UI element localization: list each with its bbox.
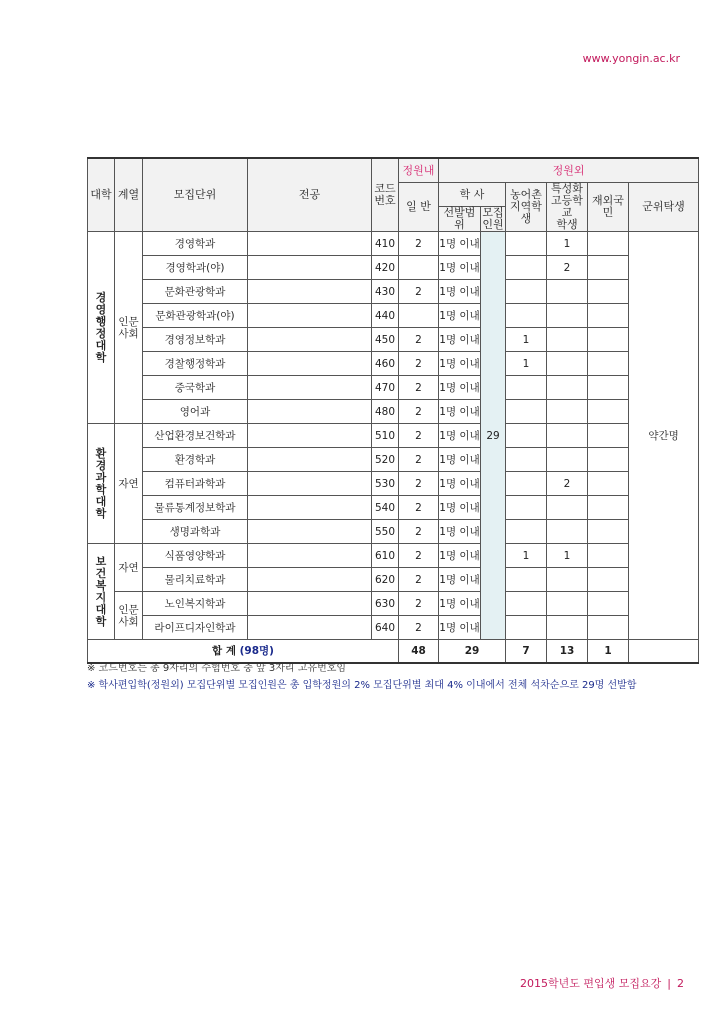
table-row [88,616,699,640]
general-cell: 2 [399,616,439,640]
range-cell: 1명 이내 [439,424,481,448]
division-label: 자연 [118,477,139,490]
college-char: 대 [95,494,107,508]
special-cell [547,568,588,592]
overseas-cell [588,304,629,328]
header-code-text: 코드 번호 [374,182,396,207]
rural-cell [506,568,547,592]
range-cell: 1명 이내 [439,400,481,424]
college-char: 지 [95,590,107,604]
header-college: 대학 [88,158,115,232]
page-number: 2 [677,977,684,990]
major-cell [248,328,372,352]
unit-cell: 라이프디자인학과 [143,616,248,640]
special-cell [547,376,588,400]
special-cell [547,592,588,616]
special-cell [547,616,588,640]
major-cell [248,544,372,568]
header-major: 전공 [248,158,372,232]
college-char: 환 [95,446,107,460]
code-cell: 610 [372,544,399,568]
college-cell [88,232,115,424]
header-division: 계열 [115,158,143,232]
general-cell: 2 [399,592,439,616]
code-cell: 630 [372,592,399,616]
overseas-cell [588,352,629,376]
range-cell: 1명 이내 [439,352,481,376]
unit-cell: 경영정보학과 [143,328,248,352]
header-military: 군위탁생 [629,183,699,232]
general-cell [399,256,439,280]
range-cell: 1명 이내 [439,448,481,472]
header-general: 일 반 [399,183,439,232]
footer [520,975,684,991]
range-cell: 1명 이내 [439,568,481,592]
header-code [372,158,399,232]
unit-cell: 영어과 [143,400,248,424]
unit-cell: 경찰행정학과 [143,352,248,376]
overseas-cell [588,544,629,568]
division-cell [115,424,143,544]
footer-separator: | [667,977,671,990]
general-cell: 2 [399,280,439,304]
general-cell: 2 [399,352,439,376]
college-char: 영 [95,302,107,316]
rural-cell [506,256,547,280]
major-cell [248,400,372,424]
table-row [88,448,699,472]
code-cell: 620 [372,568,399,592]
overseas-cell [588,280,629,304]
code-cell: 530 [372,472,399,496]
general-cell: 2 [399,472,439,496]
table-row [88,520,699,544]
major-cell [248,520,372,544]
rural-cell [506,304,547,328]
major-cell [248,352,372,376]
note-bachelor-transfer: ※ 학사편입학(정원외) 모집단위별 모집인원은 총 입학정원의 2% 모집단위별 최대 4% 이내에서 전체 석차순으로 29명 선발함 [87,680,637,691]
overseas-cell [588,256,629,280]
header-bachelor: 학 사 [439,183,506,207]
overseas-cell [588,568,629,592]
code-cell: 510 [372,424,399,448]
special-cell [547,352,588,376]
table-row [88,544,699,568]
major-cell [248,448,372,472]
table-row [88,592,699,616]
range-cell: 1명 이내 [439,472,481,496]
total-recruit: 29 [439,640,506,664]
rural-cell [506,400,547,424]
college-char: 대 [95,602,107,616]
range-cell: 1명 이내 [439,256,481,280]
rural-cell: 1 [506,328,547,352]
table-row [88,256,699,280]
college-char: 과 [95,470,107,484]
special-cell [547,328,588,352]
rural-cell [506,520,547,544]
general-cell: 2 [399,568,439,592]
special-cell [547,520,588,544]
overseas-cell [588,496,629,520]
military-cell: 약간명 [629,232,699,640]
college-cell [88,544,115,640]
code-cell: 640 [372,616,399,640]
major-cell [248,424,372,448]
general-cell [399,304,439,328]
code-cell: 420 [372,256,399,280]
unit-cell: 경영학과(야) [143,256,248,280]
table-body [88,232,699,664]
code-cell: 410 [372,232,399,256]
college-char: 학 [95,350,107,364]
division-label: 인문 사회 [118,315,139,340]
overseas-cell [588,592,629,616]
range-cell: 1명 이내 [439,328,481,352]
college-char: 건 [95,566,107,580]
rural-cell [506,376,547,400]
rural-cell: 1 [506,544,547,568]
header-outside-quota: 정원외 [439,158,699,183]
major-cell [248,280,372,304]
code-cell: 440 [372,304,399,328]
college-char: 경 [95,290,107,304]
unit-cell: 물리치료학과 [143,568,248,592]
division-cell [115,232,143,424]
code-cell: 430 [372,280,399,304]
range-cell: 1명 이내 [439,232,481,256]
division-cell [115,544,143,592]
table-row [88,496,699,520]
unit-cell: 생명과학과 [143,520,248,544]
special-cell [547,448,588,472]
range-cell: 1명 이내 [439,520,481,544]
total-label: 합 계 [212,645,236,657]
division-cell [115,592,143,640]
header-overseas: 재외국민 [588,183,629,232]
unit-cell: 식품영양학과 [143,544,248,568]
rural-cell [506,448,547,472]
division-label: 자연 [118,561,139,574]
header-recruit-count [481,207,506,232]
general-cell: 2 [399,376,439,400]
major-cell [248,256,372,280]
unit-cell: 문화관광학과(야) [143,304,248,328]
header-within-quota: 정원내 [399,158,439,183]
code-cell: 480 [372,400,399,424]
overseas-cell [588,424,629,448]
general-cell: 2 [399,400,439,424]
range-cell: 1명 이내 [439,376,481,400]
total-rural: 7 [506,640,547,664]
overseas-cell [588,616,629,640]
recruit-cell: 29 [481,232,506,640]
code-cell: 540 [372,496,399,520]
major-cell [248,472,372,496]
table-row [88,352,699,376]
major-cell [248,376,372,400]
general-cell: 2 [399,328,439,352]
header-special-hs [547,183,588,232]
code-cell: 460 [372,352,399,376]
division-label: 인문 사회 [118,603,139,628]
rural-cell [506,424,547,448]
overseas-cell [588,448,629,472]
college-char: 행 [95,314,107,328]
special-cell: 1 [547,232,588,256]
general-cell: 2 [399,424,439,448]
table-row [88,400,699,424]
header-special-hs-text: 특성화 고등학교 학생 [551,182,583,231]
overseas-cell [588,472,629,496]
range-cell: 1명 이내 [439,544,481,568]
unit-cell: 문화관광학과 [143,280,248,304]
table-row [88,376,699,400]
total-count: (98명) [239,645,274,657]
rural-cell [506,592,547,616]
college-char: 복 [95,578,107,592]
special-cell [547,424,588,448]
table-row [88,472,699,496]
special-cell: 2 [547,256,588,280]
unit-cell: 컴퓨터과학과 [143,472,248,496]
special-cell: 2 [547,472,588,496]
special-cell: 1 [547,544,588,568]
college-char: 정 [95,326,107,340]
code-cell: 520 [372,448,399,472]
total-military [629,640,699,664]
range-cell: 1명 이내 [439,304,481,328]
total-special: 13 [547,640,588,664]
unit-cell: 물류통계정보학과 [143,496,248,520]
range-cell: 1명 이내 [439,616,481,640]
notes [87,660,637,694]
college-char: 대 [95,338,107,352]
rural-cell [506,472,547,496]
college-char: 학 [95,482,107,496]
code-cell: 450 [372,328,399,352]
college-char: 경 [95,458,107,472]
major-cell [248,232,372,256]
major-cell [248,568,372,592]
note-code-number: ※ 코드번호는 총 9자리의 수험번호 중 앞 3자리 고유번호임 [87,663,347,674]
rural-cell: 1 [506,352,547,376]
table-row [88,280,699,304]
major-cell [248,304,372,328]
range-cell: 1명 이내 [439,592,481,616]
college-cell [88,424,115,544]
site-url[interactable]: www.yongin.ac.kr [582,52,680,65]
special-cell [547,400,588,424]
header-recruit-count-text: 모집 인원 [482,206,504,231]
total-overseas: 1 [588,640,629,664]
header-unit: 모집단위 [143,158,248,232]
major-cell [248,616,372,640]
special-cell [547,304,588,328]
major-cell [248,496,372,520]
unit-cell: 경영학과 [143,232,248,256]
rural-cell [506,616,547,640]
overseas-cell [588,376,629,400]
rural-cell [506,232,547,256]
overseas-cell [588,520,629,544]
college-char: 학 [95,614,107,628]
general-cell: 2 [399,448,439,472]
major-cell [248,592,372,616]
rural-cell [506,496,547,520]
college-char: 학 [95,506,107,520]
overseas-cell [588,328,629,352]
general-cell: 2 [399,544,439,568]
header-rural [506,183,547,232]
unit-cell: 노인복지학과 [143,592,248,616]
admission-table [87,157,699,664]
table-row [88,424,699,448]
code-cell: 470 [372,376,399,400]
general-cell: 2 [399,232,439,256]
special-cell [547,280,588,304]
general-cell: 2 [399,496,439,520]
general-cell: 2 [399,520,439,544]
table-row [88,568,699,592]
range-cell: 1명 이내 [439,496,481,520]
footer-title: 2015학년도 편입생 모집요강 [520,977,662,990]
unit-cell: 환경학과 [143,448,248,472]
total-general: 48 [399,640,439,664]
header-selection-range: 선발범위 [439,207,481,232]
overseas-cell [588,232,629,256]
table-row [88,232,699,256]
unit-cell: 중국학과 [143,376,248,400]
special-cell [547,496,588,520]
table-row [88,304,699,328]
unit-cell: 산업환경보건학과 [143,424,248,448]
overseas-cell [588,400,629,424]
code-cell: 550 [372,520,399,544]
range-cell: 1명 이내 [439,280,481,304]
college-char: 보 [95,554,107,568]
header-rural-text: 농어촌 지역학생 [510,188,542,225]
table-row [88,328,699,352]
rural-cell [506,280,547,304]
